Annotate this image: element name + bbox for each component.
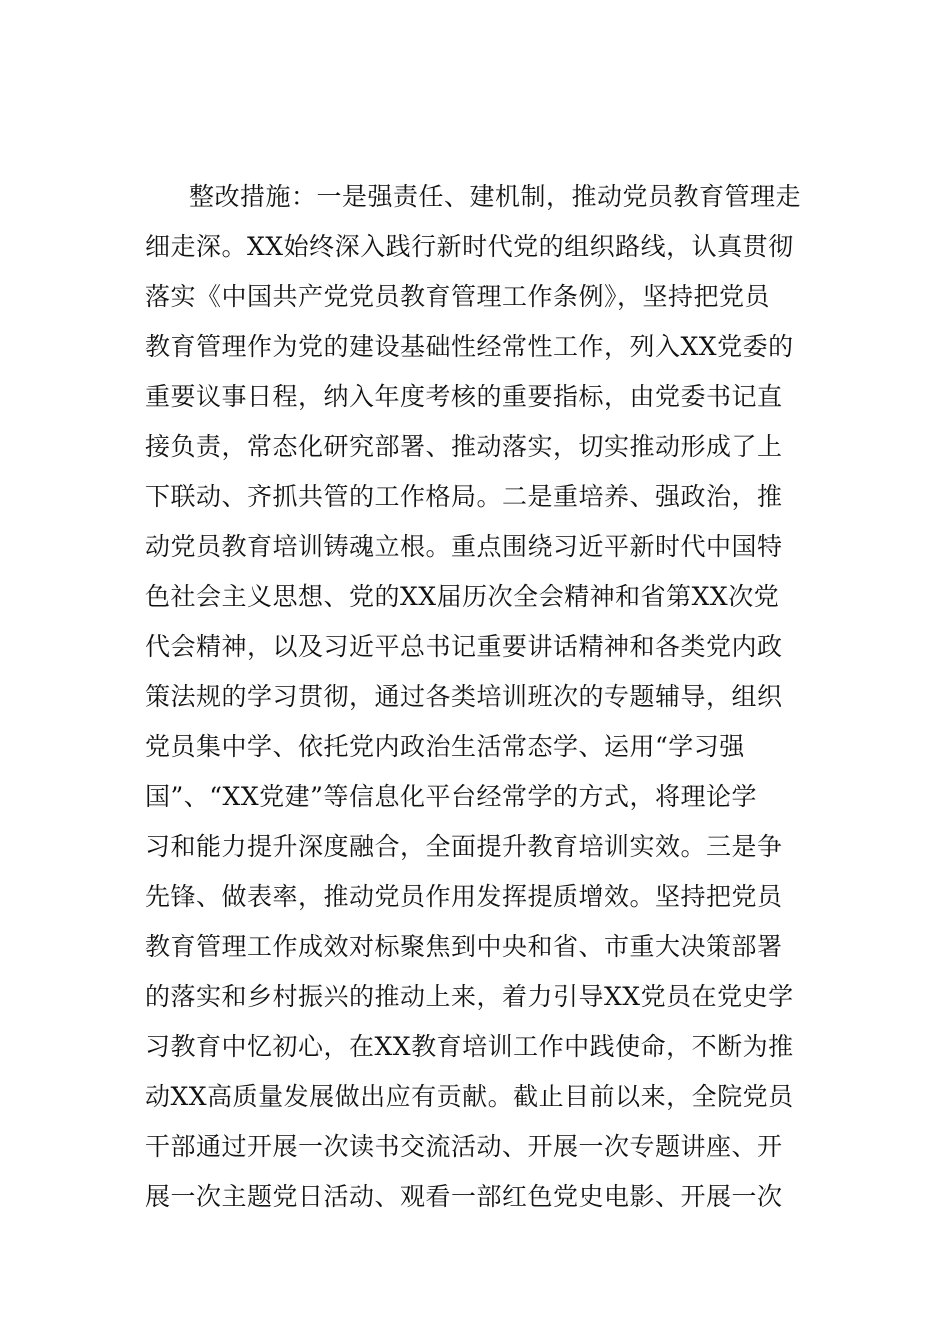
paragraph-line-14: 习和能力提升深度融合，全面提升教育培训实效。三是争 — [145, 832, 783, 861]
paragraph-line-21: 展一次主题党日活动、观看一部红色党史电影、开展一次 — [145, 1182, 783, 1211]
paragraph-line-12: 党员集中学、依托党内政治生活常态学、运用“学习强 — [145, 732, 745, 761]
paragraph-line-8: 动党员教育培训铸魂立根。重点围绕习近平新时代中国特 — [145, 532, 783, 561]
paragraph-line-5: 重要议事日程，纳入年度考核的重要指标，由党委书记直 — [145, 382, 783, 411]
paragraph-line-16: 教育管理工作成效对标聚焦到中央和省、市重大决策部署 — [145, 932, 783, 961]
paragraph-line-13: 国”、“XX党建”等信息化平台经常学的方式，将理论学 — [145, 782, 757, 811]
paragraph-line-11: 策法规的学习贯彻，通过各类培训班次的专题辅导，组织 — [145, 682, 783, 711]
paragraph-line-2: 细走深。XX始终深入践行新时代党的组织路线，认真贯彻 — [145, 232, 794, 261]
body-paragraph — [145, 172, 815, 1222]
paragraph-line-17: 的落实和乡村振兴的推动上来，着力引导XX党员在党史学 — [145, 982, 794, 1011]
paragraph-line-7: 下联动、齐抓共管的工作格局。二是重培养、强政治，推 — [145, 482, 783, 511]
paragraph-line-15: 先锋、做表率，推动党员作用发挥提质增效。坚持把党员 — [145, 882, 783, 911]
paragraph-line-4: 教育管理作为党的建设基础性经常性工作，列入XX党委的 — [145, 332, 794, 361]
paragraph-line-1: 整改措施：一是强责任、建机制，推动党员教育管理走 — [189, 182, 802, 211]
paragraph-line-19: 动XX高质量发展做出应有贡献。截止目前以来，全院党员 — [145, 1082, 794, 1111]
paragraph-line-10: 代会精神，以及习近平总书记重要讲话精神和各类党内政 — [145, 632, 783, 661]
paragraph-line-18: 习教育中忆初心，在XX教育培训工作中践使命，不断为推 — [145, 1032, 794, 1061]
paragraph-line-20: 干部通过开展一次读书交流活动、开展一次专题讲座、开 — [145, 1132, 783, 1161]
paragraph-line-9: 色社会主义思想、党的XX届历次全会精神和省第XX次党 — [145, 582, 780, 611]
paragraph-line-3: 落实《中国共产党党员教育管理工作条例》，坚持把党员 — [145, 282, 771, 311]
paragraph-line-6: 接负责，常态化研究部署、推动落实，切实推动形成了上 — [145, 432, 783, 461]
